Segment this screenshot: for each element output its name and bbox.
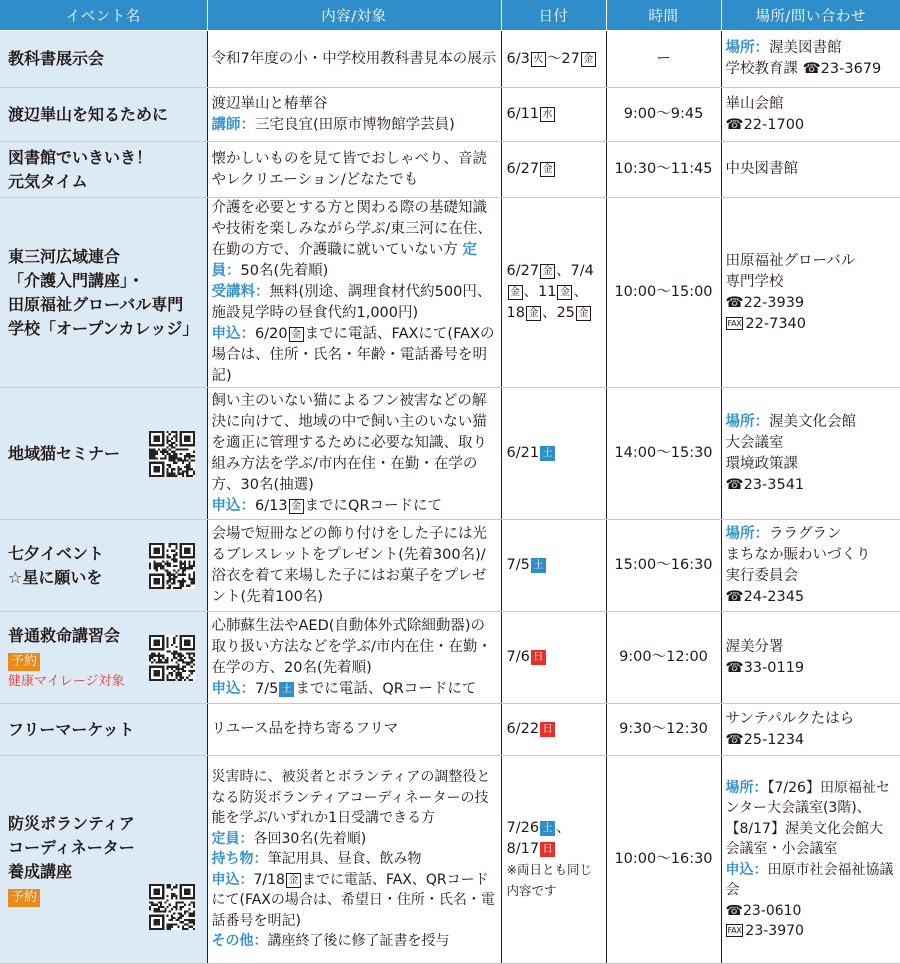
event-place: 渥美分署 ☎33-0119 — [721, 612, 900, 704]
table-row — [0, 142, 900, 198]
event-name: 地域猫セミナー — [0, 388, 207, 520]
header-row — [0, 0, 900, 31]
table-row — [0, 88, 900, 142]
event-date: 7/26 土 、 8/17 日 ※両日とも同じ内容です — [501, 756, 606, 964]
day-box: 金 — [581, 52, 596, 67]
table-row — [0, 31, 900, 88]
table-row — [0, 198, 900, 388]
qr-code-icon[interactable] — [149, 884, 195, 930]
event-name: 渡辺崋山を知るために — [0, 88, 207, 142]
event-name: 防災ボランティア コーディネーター 養成講座 予約 — [0, 756, 207, 964]
event-name: 図書館でいきいき！ 元気タイム — [0, 142, 207, 198]
event-time: 9:00～12:00 — [606, 612, 721, 704]
event-content: リユース品を持ち寄るフリマ — [207, 704, 501, 756]
day-box: 金 — [576, 306, 591, 321]
fax-icon: FAX — [727, 926, 742, 935]
reservation-tag: 予約 — [8, 889, 40, 907]
event-date: 6/27 金 、7/4金 、11 金 、18 金 、25 金 — [501, 198, 606, 388]
event-place: サンテパルクたはら ☎25-1234 — [721, 704, 900, 756]
event-place: 場所：【7/26】田原福祉センター大会議室(3階)、【8/17】渥美文化会館大会議室・小会議室 申込：田原市社会福祉協議会 ☎23-0610 FAX 23-3970 — [721, 756, 900, 964]
day-box: 土 — [540, 821, 555, 836]
event-name: 東三河広域連合 「介護入門講座」・ 田原福祉グローバル専門 学校「オープンカレッジ」 — [0, 198, 207, 388]
day-box: 土 — [540, 446, 555, 461]
header-place: 場所/問い合わせ — [721, 0, 900, 31]
event-time: 10:30～11:45 — [606, 142, 721, 198]
table-row — [0, 704, 900, 756]
event-place: 田原福祉グローバル 専門学校 ☎22-3939 FAX 22-7340 — [721, 198, 900, 388]
header-content: 内容/対象 — [207, 0, 501, 31]
day-box: 金 — [540, 264, 555, 279]
phone-icon: ☎ — [725, 731, 744, 748]
event-content: 令和7年度の小・中学校用教科書見本の展示 — [207, 31, 501, 88]
day-box: 日 — [531, 650, 546, 665]
event-content: 懐かしいものを見て皆でおしゃべり、音読やレクリエーション/どなたでも — [207, 142, 501, 198]
event-place: 場所：ララグラン まちなか賑わいづくり 実行委員会 ☎24-2345 — [721, 520, 900, 612]
day-box: 金 — [289, 499, 304, 514]
reservation-tag: 予約 — [8, 653, 40, 671]
event-content: 飼い主のいない猫によるフン被害などの解決に向けて、地域の中で飼い主のいない猫を適正に管理するために必要な知識、取り組み方法を学ぶ/市内在住・在勤・在学の方、30名(抽選) 申込：6/13 金 までにQRコードにて — [207, 388, 501, 520]
event-place: 崋山会館 ☎22-1700 — [721, 88, 900, 142]
event-content: 災害時に、被災者とボランティアの調整役となる防災ボランティアコーディネーターの技能を学ぶ/いずれか1日受講できる方 定員：各回30名(先着順) 持ち物：筆記用具、昼食、飲み物 申込：7/18 金 までに電話、FAX、QRコードにて(FAXの場合は、希望日・住所・氏名・電話番号を明記) その他：講座終了後に修了証書を授与 — [207, 756, 501, 964]
qr-code-icon[interactable] — [149, 543, 195, 589]
phone-icon: ☎ — [725, 116, 744, 133]
phone-icon: ☎ — [725, 659, 744, 676]
event-date: 7/6 日 — [501, 612, 606, 704]
phone-icon: ☎ — [802, 61, 821, 77]
qr-code-icon[interactable] — [149, 635, 195, 681]
day-box: 土 — [531, 558, 546, 573]
event-content: 心肺蘇生法やAED(自動体外式除細動器)の取り扱い方法などを学ぶ/市内在住・在勤・在学の方、20名(先着順) 申込：7/5 土 までに電話、QRコードにて — [207, 612, 501, 704]
event-place: 場所：渥美文化会館 大会議室 環境政策課 ☎23-3541 — [721, 388, 900, 520]
event-time: 15:00～16:30 — [606, 520, 721, 612]
day-box: 金 — [289, 327, 304, 342]
day-box: 金 — [526, 306, 541, 321]
health-mileage-label: 健康マイレージ対象 — [8, 673, 125, 689]
event-time: ー — [606, 31, 721, 88]
phone-icon: ☎ — [725, 588, 744, 605]
event-name: 七夕イベント ☆星に願いを — [0, 520, 207, 612]
header-date: 日付 — [501, 0, 606, 31]
fax-icon: FAX — [727, 318, 742, 328]
day-box: 金 — [508, 285, 523, 300]
event-time: 9:00～9:45 — [606, 88, 721, 142]
day-box: 日 — [540, 842, 555, 857]
phone-icon: ☎ — [725, 294, 744, 311]
event-name: フリーマーケット — [0, 704, 207, 756]
day-box: 日 — [540, 722, 555, 737]
table-row — [0, 756, 900, 964]
event-date: 6/22 日 — [501, 704, 606, 756]
event-date: 6/21 土 — [501, 388, 606, 520]
event-name: 教科書展示会 — [0, 31, 207, 88]
day-box: 金 — [557, 285, 572, 300]
table-row — [0, 388, 900, 520]
event-place: 中央図書館 — [721, 142, 900, 198]
table-row — [0, 520, 900, 612]
day-box: 金 — [540, 162, 555, 177]
phone-icon: ☎ — [725, 476, 744, 493]
event-date: 6/11 水 — [501, 88, 606, 142]
event-place: 場所：渥美図書館 学校教育課 ☎23-3679 — [721, 31, 900, 88]
event-date: 7/5 土 — [501, 520, 606, 612]
table-row — [0, 612, 900, 704]
header-name: イベント名 — [0, 0, 207, 31]
event-content: 渡辺崋山と椿華谷 講師：三宅良宜(田原市博物館学芸員) — [207, 88, 501, 142]
event-time: 10:00～15:00 — [606, 198, 721, 388]
day-box: 火 — [531, 52, 546, 67]
event-content: 会場で短冊などの飾り付けをした子には光るブレスレットをプレゼント(先着300名)/浴衣を着て来場した子にはお菓子をプレゼント(先着100名) — [207, 520, 501, 612]
event-time: 9:30～12:30 — [606, 704, 721, 756]
event-name: 普通救命講習会 予約 健康マイレージ対象 — [0, 612, 207, 704]
day-box: 水 — [540, 107, 555, 122]
day-box: 土 — [279, 682, 294, 697]
event-time: 14:00～15:30 — [606, 388, 721, 520]
header-time: 時間 — [606, 0, 721, 31]
qr-code-icon[interactable] — [149, 431, 195, 477]
event-content: 介護を必要とする方と関わる際の基礎知識や技術を楽しみながら学ぶ/東三河に在住、在勤の方で、介護職に就いていない方 定員：50名(先着順) 受講料：無料(別途、調理食材代約500円、施設見学時の昼食代約1,000円) 申込：6/20 金 までに電話、FAXにて(FAXの場合は、住所・氏名・年齢・電話番号を明記) — [207, 198, 501, 388]
phone-icon: ☎ — [725, 902, 743, 919]
event-date: 6/27 金 — [501, 142, 606, 198]
day-box: 金 — [286, 873, 301, 888]
event-time: 10:00～16:30 — [606, 756, 721, 964]
event-date: 6/3 火 ～27 金 — [501, 31, 606, 88]
